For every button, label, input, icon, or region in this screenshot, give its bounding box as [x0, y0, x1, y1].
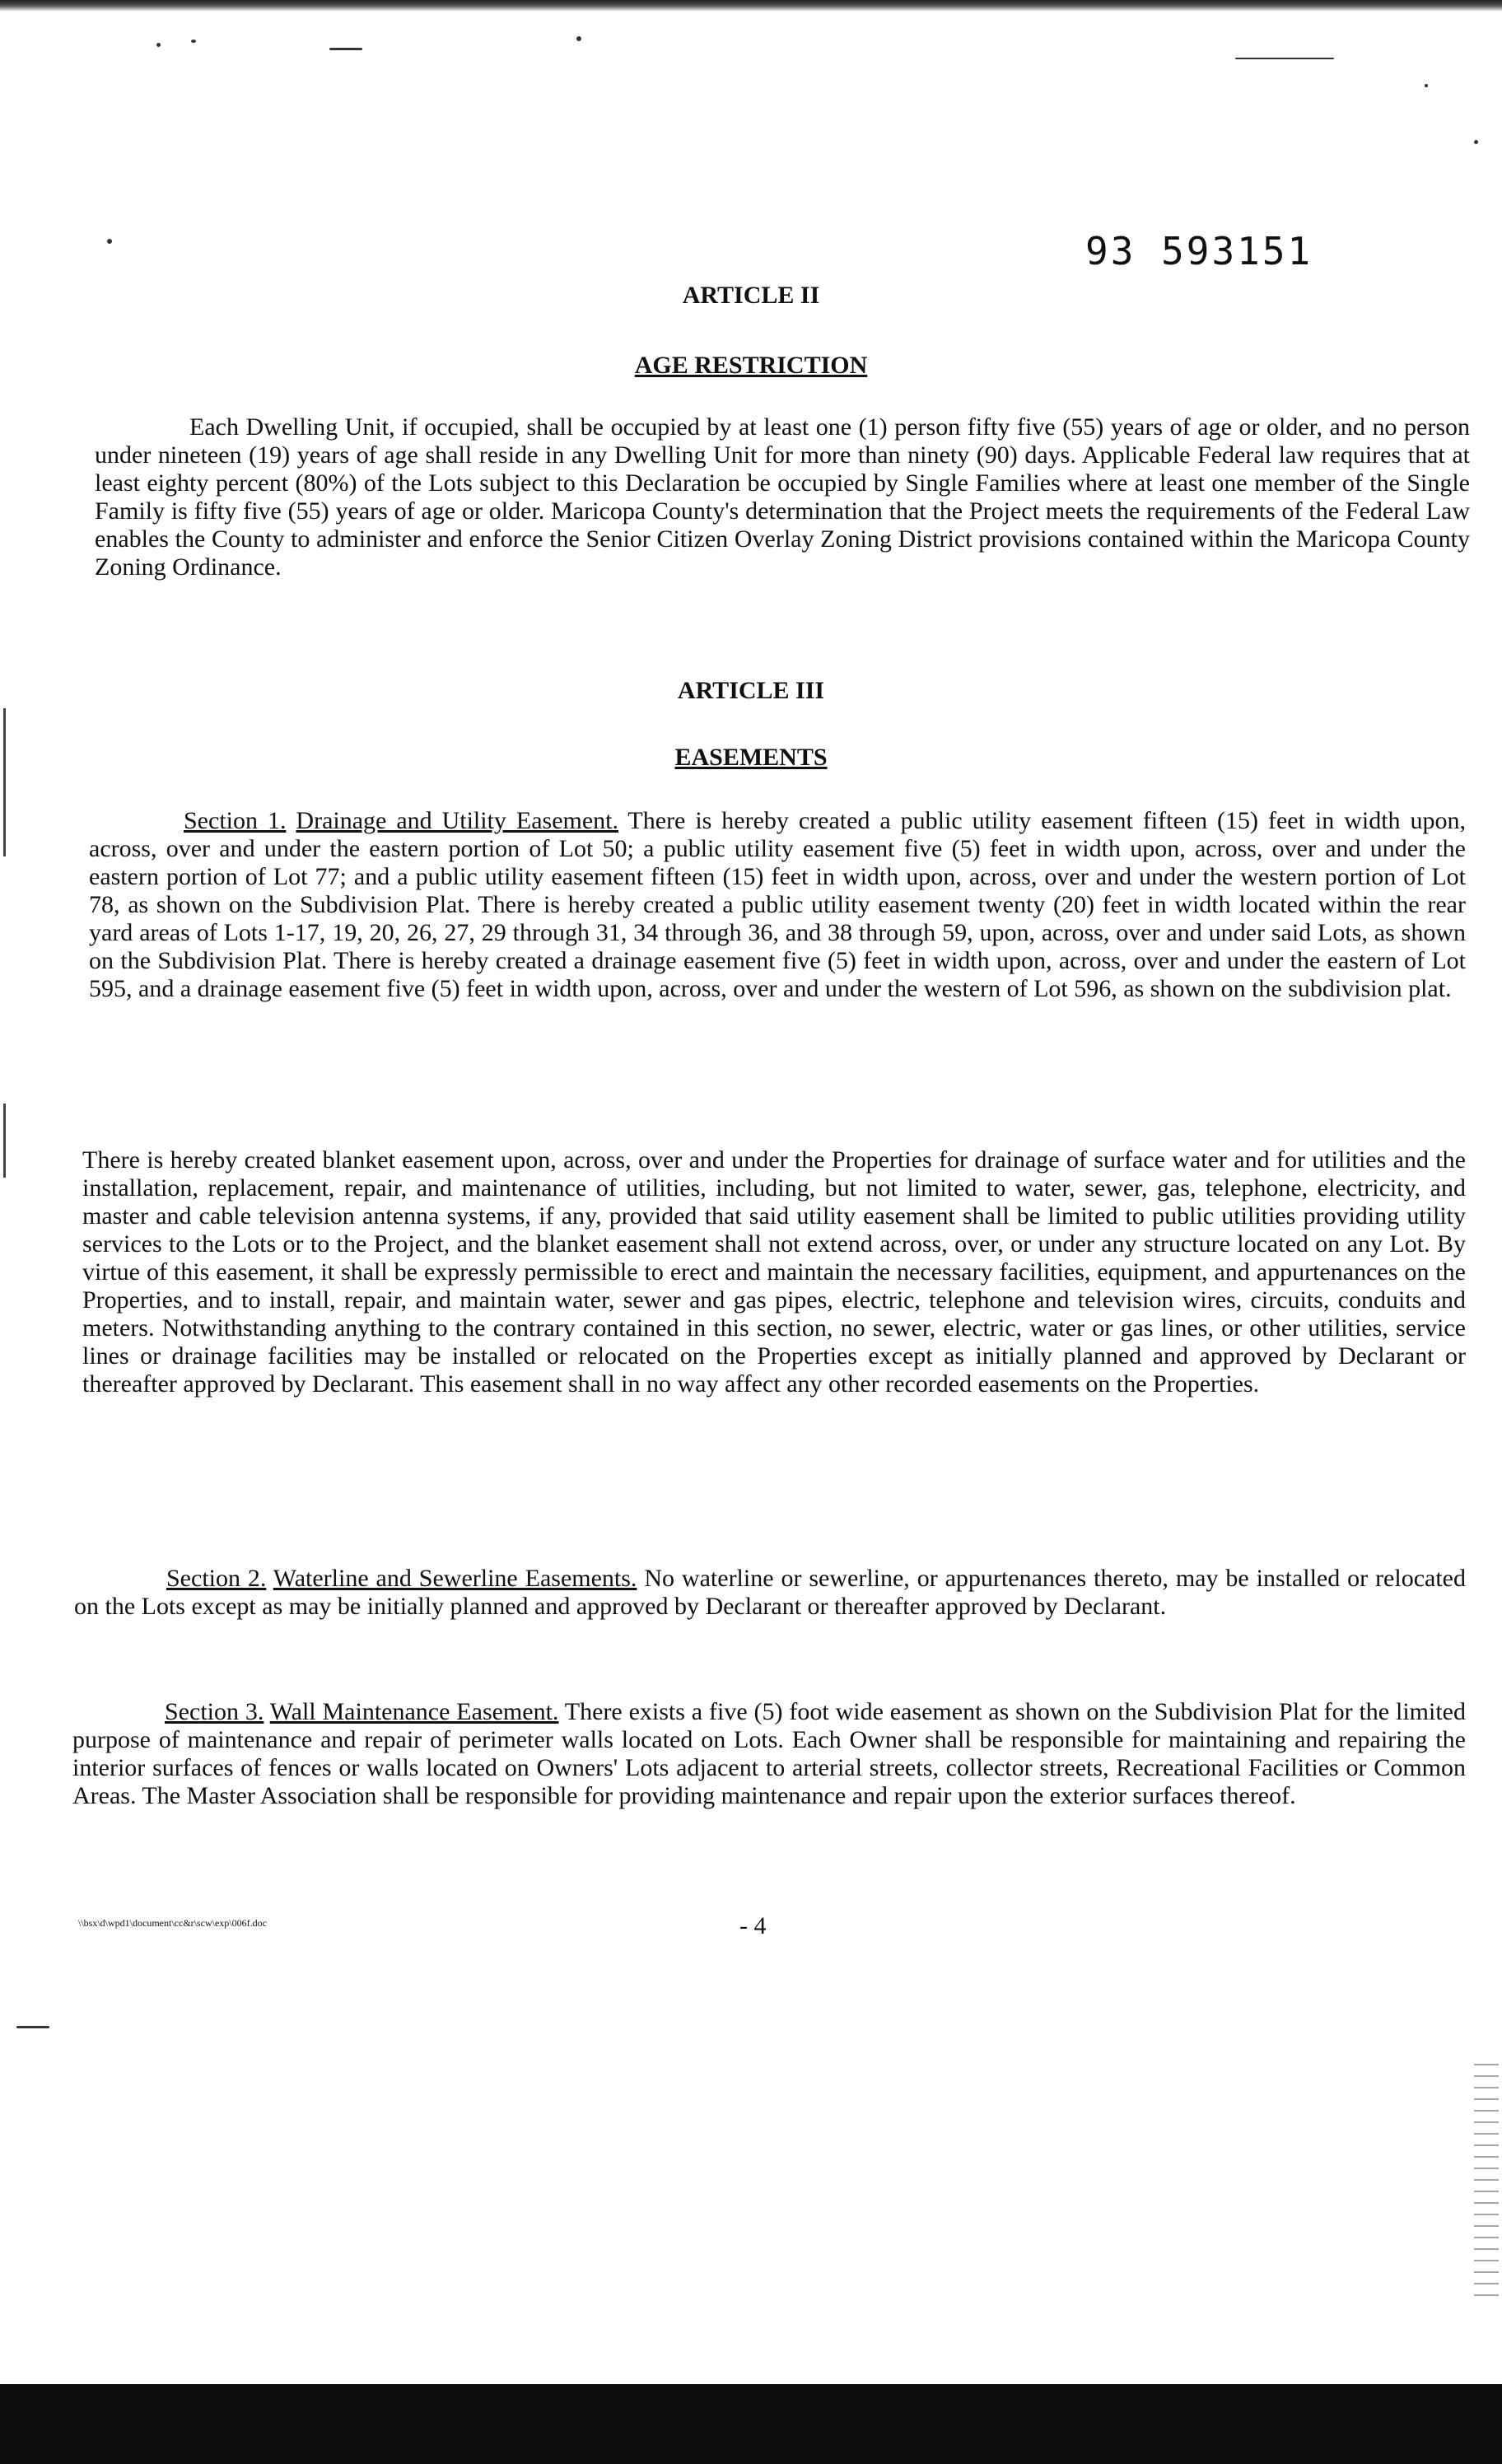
scan-speck	[1425, 84, 1428, 87]
margin-mark	[3, 1104, 6, 1178]
scan-speck	[1474, 140, 1478, 144]
scan-edge-noise	[1474, 2059, 1499, 2306]
section-3-label: Section 3.	[165, 1698, 264, 1725]
section-1-label: Section 1.	[184, 807, 287, 834]
section-1-body: There is hereby created a public utility easement fifteen (15) feet in width upon, across, over and under the eastern portion of Lot 50; a public utility easement five (5) feet in width upon, across, over and under the eastern portion of Lot 77; and a public utility easement fifteen (15) feet in width upon, across, over and under the western portion of Lot 78, as shown on the Subdivision Plat. There is hereby created a public utility easement twenty (20) feet in width located within the rear yard areas of Lots 1-17, 19, 20, 26, 27, 29 through 31, 34 through 36, and 38 through 59, upon, across, over and under said Lots, as shown on the Subdivision Plat. There is hereby created a drainage easement five (5) feet in width upon, across, over and under the eastern of Lot 595, and a drainage easement five (5) feet in width upon, across, over and under the western of Lot 596, as shown on the subdivision plat.	[89, 807, 1466, 1002]
section-1-heading: Drainage and Utility Easement.	[296, 807, 618, 834]
scan-edge-top	[0, 0, 1502, 12]
scan-speck	[1235, 58, 1334, 59]
footer-file-path: \\bsx\d\wpd1\document\cc&r\scw\exp\006f.doc	[78, 1917, 267, 1929]
section-1-paragraph	[89, 807, 1466, 1003]
scan-speck	[156, 43, 161, 47]
blanket-easement-paragraph: There is hereby created blanket easement upon, across, over and under the Properties for drainage of surface water and for utilities and the installation, replacement, repair, and maintenance of utilities, including, but not limited to water, sewer, gas, telephone, electricity, and master and cable television antenna systems, if any, provided that said utility easement shall be limited to public utilities providing utility services to the Lots or to the Project, and the blanket easement shall not extend across, over, or under any structure located on any Lot. By virtue of this easement, it shall be expressly permissible to erect and maintain the necessary facilities, equipment, and appurtenances on the Properties, and to install, repair, and maintain water, sewer and gas pipes, electric, telephone and television wires, circuits, conduits and meters. Notwithstanding anything to the contrary contained in this section, no sewer, electric, water or gas lines, or other utilities, service lines or drainage facilities may be installed or relocated on the Properties except as initially planned and approved by Declarant or thereafter approved by Declarant. This easement shall in no way affect any other recorded easements on the Properties.	[82, 1146, 1466, 1398]
article-3-subtitle: EASEMENTS	[674, 744, 828, 771]
article-2-subtitle: AGE RESTRICTION	[634, 352, 868, 379]
margin-mark	[3, 708, 6, 856]
scan-speck	[191, 40, 196, 43]
section-2-heading: Waterline and Sewerline Easements.	[273, 1565, 637, 1592]
section-3-paragraph	[72, 1698, 1466, 1810]
section-2-paragraph	[74, 1565, 1466, 1621]
section-3-heading: Wall Maintenance Easement.	[269, 1698, 559, 1725]
scan-speck	[16, 2026, 49, 2028]
section-2-body: No waterline or sewerline, or appurtenances thereto, may be installed or relocated on the Lots except as may be initially planned and approved by Declarant or thereafter approved by Declarant.	[74, 1565, 1466, 1620]
section-3-body: There exists a five (5) foot wide easement as shown on the Subdivision Plat for the limited purpose of maintenance and repair of perimeter walls located on Lots. Each Owner shall be responsible for maintaining and repairing the interior surfaces of fences or walls located on Owners' Lots adjacent to arterial streets, collector streets, Recreational Facilities or Common Areas. The Master Association shall be responsible for providing maintenance and repair upon the exterior surfaces thereof.	[72, 1698, 1466, 1809]
scan-speck	[107, 239, 112, 244]
scan-edge-bottom	[0, 2384, 1502, 2464]
article-3-title: ARTICLE III	[677, 677, 825, 704]
age-restriction-paragraph: Each Dwelling Unit, if occupied, shall be occupied by at least one (1) person fifty five (55) years of age or older, and no person under nineteen (19) years of age shall reside in any Dwelling Unit for more than ninety (90) days. Applicable Federal law requires that at least eighty percent (80%) of the Lots subject to this Declaration be occupied by Single Families where at least one member of the Single Family is fifty five (55) years of age or older. Maricopa County's determination that the Project meets the requirements of the Federal Law enables the County to administer and enforce the Senior Citizen Overlay Zoning District provisions contained within the Maricopa County Zoning Ordinance.	[95, 413, 1470, 581]
article-2-title: ARTICLE II	[682, 282, 820, 309]
section-2-label: Section 2.	[166, 1565, 267, 1592]
scan-speck	[329, 48, 362, 50]
recording-number: 93 593151	[1085, 229, 1313, 273]
page-number: - 4	[739, 1912, 767, 1939]
scan-speck	[576, 36, 581, 41]
